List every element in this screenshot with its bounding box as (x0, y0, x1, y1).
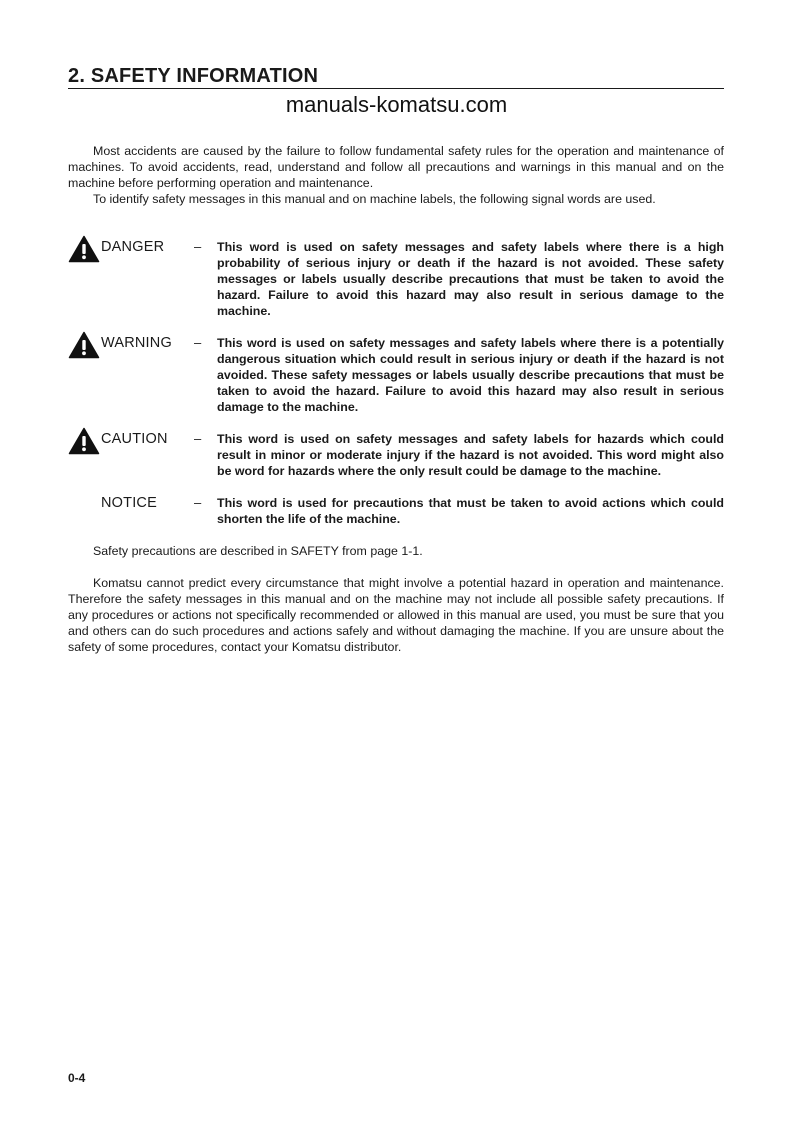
page-number: 0-4 (68, 1071, 86, 1085)
signal-dash: – (194, 431, 202, 446)
signal-dash: – (194, 239, 202, 254)
closing-text (68, 543, 724, 655)
signal-description-danger: This word is used on safety messages and safety labels where there is a high probability of serious injury or death if the hazard is not avoided. These safety messages or labels usually describe precautions that must be taken to avoid the hazard. Failure to avoid this hazard may also result in serious damage to the machine. (217, 240, 724, 318)
intro-paragraph: To identify safety messages in this manual and on machine labels, the following signal words are used. (93, 192, 656, 206)
signal-dash: – (194, 495, 202, 510)
signal-description-warning: This word is used on safety messages and safety labels where there is a potentially dangerous situation which could result in serious injury or death if the hazard is not avoided. These safety messages or labels usually describe precautions that must be taken to avoid the hazard. Failure to avoid this hazard may also result in serious damage to the machine. (217, 336, 724, 414)
signal-word-danger: DANGER (101, 239, 165, 255)
warning-triangle-icon (68, 427, 100, 455)
disclaimer-paragraph: Komatsu cannot predict every circumstance that might involve a potential hazard in operation and maintenance. Therefore the safety messages in this manual and on the machine may not include all possible safety precautions. If any procedures or actions not specifically recommended or allowed in this manual are used, you must be sure that you and others can do such procedures and actions safely and without damaging the machine. If you are unsure about the safety of some procedures, contact your Komatsu distributor. (68, 576, 724, 654)
intro-paragraph: Most accidents are caused by the failure to follow fundamental safety rules for the operation and maintenance of machines. To avoid accidents, read, understand and follow all precautions and warnings in this manual and on the machine before performing operation and maintenance. (68, 144, 724, 190)
signal-dash: – (194, 335, 202, 350)
signal-description-caution: This word is used on safety messages and safety labels for hazards which could result in minor or moderate injury if the hazard is not avoided. This word might also be word for hazards where the only result could be damage to the machine. (217, 432, 724, 478)
title-underline (68, 88, 724, 89)
page-reference-paragraph: Safety precautions are described in SAFETY from page 1-1. (93, 544, 423, 558)
warning-triangle-icon (68, 331, 100, 359)
signal-word-notice: NOTICE (101, 495, 157, 511)
signal-word-warning: WARNING (101, 335, 172, 351)
signal-word-caution: CAUTION (101, 431, 168, 447)
intro-text (68, 143, 724, 207)
section-title: 2. SAFETY INFORMATION (68, 65, 319, 87)
warning-triangle-icon (68, 235, 100, 263)
watermark-text: manuals-komatsu.com (285, 92, 508, 117)
signal-description-notice: This word is used for precautions that must be taken to avoid actions which could shorten the life of the machine. (217, 496, 724, 526)
